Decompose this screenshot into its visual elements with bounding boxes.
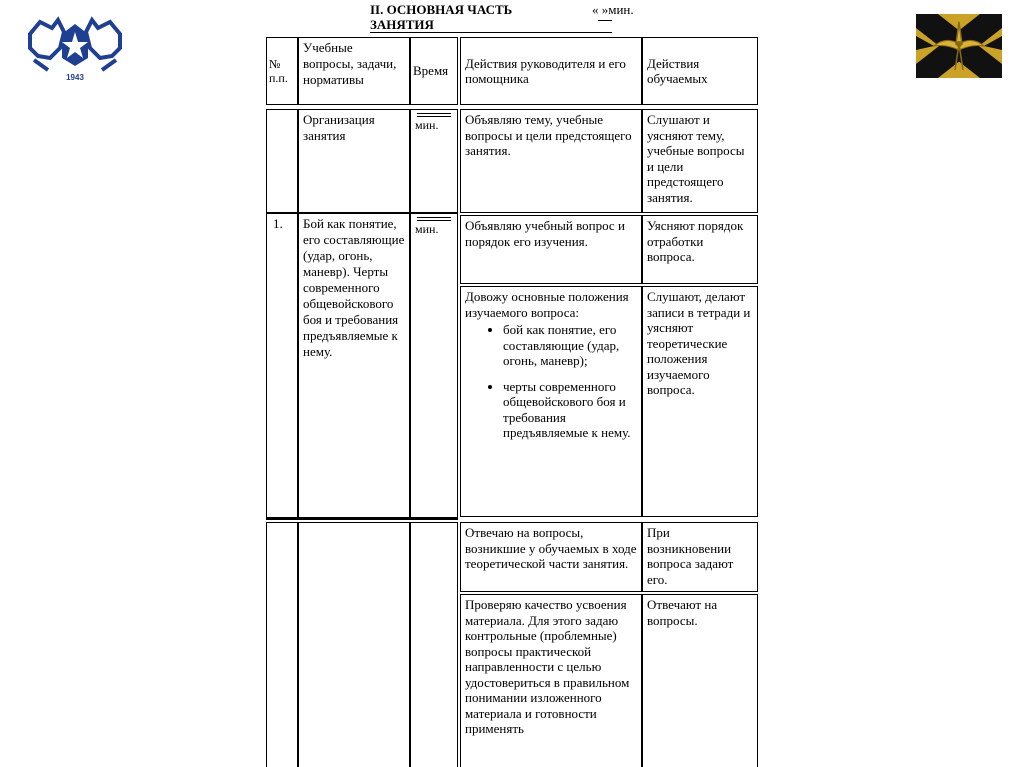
list-item: • бой как понятие, его составляющие (удар, огонь, маневр); <box>503 322 637 369</box>
q2-leader-a: Отвечаю на вопросы, возникшие у обучаемых в ходе теоретической части занятия. <box>460 522 642 592</box>
q1-trainees-a: Уясняют порядок отработки вопроса. <box>642 215 758 284</box>
q2-num <box>266 522 298 767</box>
q1-question: Бой как понятие, его составляющие (удар, огонь, маневр). Черты современного общевойскового боя и требования предъявляемые к нему. <box>298 213 410 519</box>
q1-leader-a: Объявляю учебный вопрос и порядок его изучения. <box>460 215 642 284</box>
row-divider <box>266 517 458 520</box>
signal-corps-emblem <box>916 14 1002 78</box>
q1-num: 1. <box>266 213 298 519</box>
header-leader: Действия руководителя и его помощника <box>460 37 642 105</box>
title-rule <box>370 32 612 33</box>
header-trainees: Действия обучаемых <box>642 37 758 105</box>
q1-time: мин. <box>410 213 458 519</box>
q2-time <box>410 522 458 767</box>
q2-leader-b: Проверяю качество усвоения материала. Для этого задаю контрольные (проблемные) вопросы практической направленности с целью удостовериться в правильном понимании изложенного материала и готовности применять <box>460 594 642 767</box>
org-leader: Объявляю тему, учебные вопросы и цели предстоящего занятия. <box>460 109 642 213</box>
section-title: II. ОСНОВНАЯ ЧАСТЬ ЗАНЯТИЯ <box>370 2 513 32</box>
org-trainees: Слушают и уясняют тему, учебные вопросы и цели предстоящего занятия. <box>642 109 758 213</box>
university-logo <box>20 14 130 84</box>
q1-leader-b: Довожу основные положения изучаемого вопроса: • бой как понятие, его составляющие (удар, огонь, маневр); • черты современного общевойскового боя и требования предъявляемые к нему. <box>460 286 642 517</box>
section-time: « »мин. <box>592 2 634 17</box>
org-num <box>266 109 298 213</box>
svg-text:1943: 1943 <box>66 73 84 82</box>
q1-trainees-b: Слушают, делают записи в тетради и уясняют теоретические положения изучаемого вопроса. <box>642 286 758 517</box>
q2-trainees-a: При возникновении вопроса задают его. <box>642 522 758 592</box>
q2-question <box>298 522 410 767</box>
org-question: Организация занятия <box>298 109 410 213</box>
org-time: мин. <box>410 109 458 213</box>
q2-trainees-b: Отвечают на вопросы. <box>642 594 758 767</box>
q1-topic-list <box>465 322 637 441</box>
time-underline <box>598 20 612 21</box>
header-time: Время <box>410 37 458 105</box>
header-num: № п.п. <box>266 37 298 105</box>
list-item: • черты современного общевойскового боя и требования предъявляемые к нему. <box>503 379 637 441</box>
header-questions: Учебные вопросы, задачи, нормативы <box>298 37 410 105</box>
